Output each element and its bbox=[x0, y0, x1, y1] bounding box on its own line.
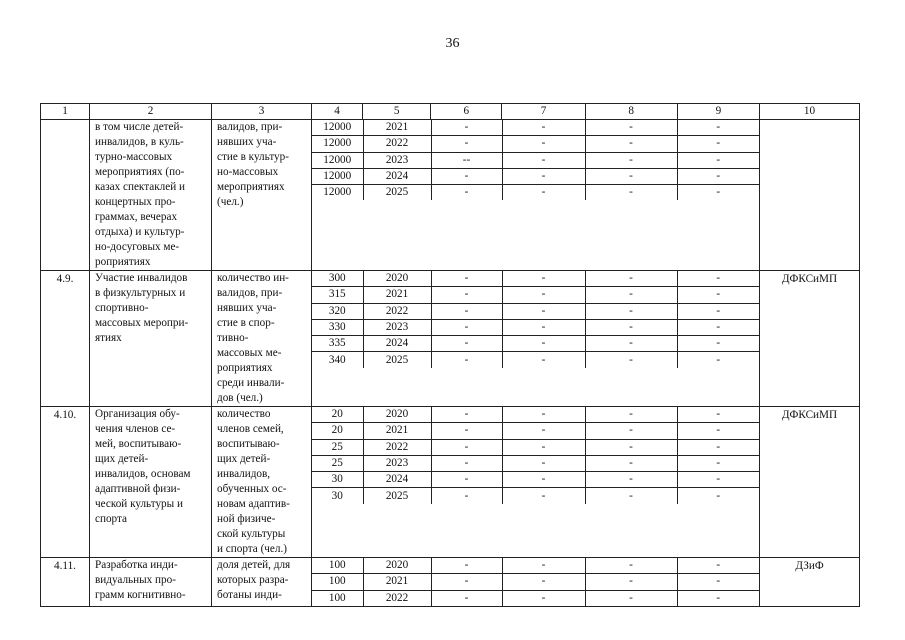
header-cell: 9 bbox=[677, 104, 759, 120]
year: 2023 bbox=[363, 455, 431, 471]
header-cell: 4 bbox=[312, 104, 363, 120]
year-row bbox=[312, 574, 759, 590]
col9-value: - bbox=[677, 168, 759, 184]
col6-value: - bbox=[431, 472, 502, 488]
col8-value: - bbox=[585, 472, 677, 488]
values-table bbox=[312, 271, 759, 368]
col8-value: - bbox=[585, 455, 677, 471]
target-value: 335 bbox=[312, 336, 363, 352]
item-number bbox=[41, 120, 90, 271]
year-row bbox=[312, 336, 759, 352]
col6-value: - bbox=[431, 352, 502, 368]
col9-value: - bbox=[677, 407, 759, 423]
col7-value: - bbox=[502, 574, 585, 590]
indicator-text: количество ин- валидов, при- нявших уча- стие в спор- тивно- массовых ме- роприятиях среди инвали- дов (чел.) bbox=[212, 271, 312, 407]
col9-value: - bbox=[677, 152, 759, 168]
target-value: 12000 bbox=[312, 168, 363, 184]
responsible-executor bbox=[760, 120, 860, 271]
col7-value: - bbox=[502, 287, 585, 303]
responsible-executor: ДЗиФ bbox=[760, 558, 860, 607]
header-cell: 5 bbox=[363, 104, 431, 120]
year: 2020 bbox=[363, 271, 431, 287]
year: 2025 bbox=[363, 352, 431, 368]
col6-value: - bbox=[431, 185, 502, 201]
year: 2022 bbox=[363, 303, 431, 319]
target-value: 12000 bbox=[323, 186, 352, 199]
col8-value: - bbox=[585, 558, 677, 574]
col9-value: - bbox=[677, 185, 759, 201]
col7-value: - bbox=[502, 120, 585, 136]
col6-value: - bbox=[431, 455, 502, 471]
col6-value: - bbox=[431, 407, 502, 423]
col7-value: - bbox=[502, 185, 585, 201]
year: 2021 bbox=[363, 120, 431, 136]
col8-value: - bbox=[585, 336, 677, 352]
table-row bbox=[41, 558, 860, 607]
col7-value: - bbox=[502, 472, 585, 488]
year-row bbox=[312, 152, 759, 168]
col9-value: - bbox=[677, 472, 759, 488]
year-row bbox=[312, 423, 759, 439]
col9-value: - bbox=[677, 574, 759, 590]
col6-value: - bbox=[431, 287, 502, 303]
target-value: 340 bbox=[328, 353, 346, 366]
year: 2023 bbox=[363, 152, 431, 168]
year: 2024 bbox=[363, 336, 431, 352]
header-cell: 10 bbox=[760, 104, 860, 120]
col6-value: - bbox=[431, 423, 502, 439]
col9-value: - bbox=[677, 303, 759, 319]
values-block bbox=[312, 407, 760, 558]
indicator-text: количество членов семей, воспитываю- щих детей- инвалидов, обученных ос- новам адаптив- ной физиче- ской культуры и спорта (чел.) bbox=[212, 407, 312, 558]
measure-text: Разработка инди- видуальных про- грамм когнитивно- bbox=[90, 558, 212, 607]
item-number: 4.11. bbox=[41, 558, 90, 607]
values-table bbox=[312, 558, 759, 606]
col9-value: - bbox=[677, 271, 759, 287]
year: 2022 bbox=[363, 439, 431, 455]
measure-text: в том числе детей- инвалидов, в куль- турно-массовых мероприятиях (по- казах спектаклей и концертных про- граммах, вечерах отдыха) и культур- но-досуговых ме- роприятиях bbox=[90, 120, 212, 271]
col8-value: - bbox=[585, 319, 677, 335]
target-value: 20 bbox=[312, 407, 363, 423]
col9-value: - bbox=[677, 352, 759, 368]
col8-value: - bbox=[585, 271, 677, 287]
page-number: 36 bbox=[445, 36, 460, 51]
indicator-text: доля детей, для которых разра- ботаны инди- bbox=[212, 558, 312, 607]
col7-value: - bbox=[502, 152, 585, 168]
col9-value: - bbox=[677, 120, 759, 136]
year-row bbox=[312, 287, 759, 303]
item-number: 4.9. bbox=[41, 271, 90, 407]
col7-value: - bbox=[502, 407, 585, 423]
col7-value: - bbox=[502, 303, 585, 319]
values-block bbox=[312, 120, 760, 271]
values-table bbox=[312, 120, 759, 200]
col7-value: - bbox=[502, 488, 585, 504]
year-row bbox=[312, 558, 759, 574]
table-row bbox=[41, 120, 860, 271]
col6-value: - bbox=[431, 136, 502, 152]
measure-text: Участие инвалидов в физкультурных и спортивно- массовых меропри- ятиях bbox=[90, 271, 212, 407]
year: 2022 bbox=[363, 136, 431, 152]
target-value: 320 bbox=[312, 303, 363, 319]
col6-value: - bbox=[431, 488, 502, 504]
col8-value: - bbox=[585, 303, 677, 319]
item-number: 4.10. bbox=[41, 407, 90, 558]
col8-value: - bbox=[585, 590, 677, 606]
table-row bbox=[41, 407, 860, 558]
col8-value: - bbox=[585, 168, 677, 184]
col9-value: - bbox=[677, 423, 759, 439]
col7-value: - bbox=[502, 168, 585, 184]
col6-value: - bbox=[431, 439, 502, 455]
col8-value: - bbox=[585, 439, 677, 455]
values-block bbox=[312, 271, 760, 407]
year-row bbox=[312, 352, 759, 368]
year-row bbox=[312, 168, 759, 184]
col7-value: - bbox=[502, 439, 585, 455]
col8-value: - bbox=[585, 423, 677, 439]
col8-value: - bbox=[585, 574, 677, 590]
target-value: 30 bbox=[331, 489, 343, 502]
col6-value: - bbox=[431, 574, 502, 590]
col9-value: - bbox=[677, 488, 759, 504]
col8-value: - bbox=[585, 136, 677, 152]
target-value: 20 bbox=[312, 423, 363, 439]
col6-value: -- bbox=[431, 152, 502, 168]
col7-value: - bbox=[502, 423, 585, 439]
col6-value: - bbox=[431, 558, 502, 574]
header-cell: 3 bbox=[212, 104, 312, 120]
year-row bbox=[312, 319, 759, 335]
col9-value: - bbox=[677, 558, 759, 574]
year-row bbox=[312, 185, 759, 201]
year: 2021 bbox=[363, 574, 431, 590]
year-row bbox=[312, 407, 759, 423]
col9-value: - bbox=[677, 439, 759, 455]
target-value: 30 bbox=[312, 472, 363, 488]
header-cell: 6 bbox=[431, 104, 502, 120]
target-value: 25 bbox=[312, 439, 363, 455]
col7-value: - bbox=[502, 271, 585, 287]
target-value: 300 bbox=[312, 271, 363, 287]
col8-value: - bbox=[585, 352, 677, 368]
col6-value: - bbox=[431, 120, 502, 136]
year-row bbox=[312, 455, 759, 471]
col9-value: - bbox=[677, 319, 759, 335]
year-row bbox=[312, 271, 759, 287]
table-row bbox=[41, 271, 860, 407]
col9-value: - bbox=[677, 590, 759, 606]
target-value: 12000 bbox=[312, 120, 363, 136]
target-value: 12000 bbox=[312, 136, 363, 152]
col7-value: - bbox=[502, 455, 585, 471]
target-value: 315 bbox=[312, 287, 363, 303]
col7-value: - bbox=[502, 590, 585, 606]
year: 2024 bbox=[363, 168, 431, 184]
col8-value: - bbox=[585, 407, 677, 423]
target-value: 12000 bbox=[312, 152, 363, 168]
year: 2021 bbox=[363, 287, 431, 303]
year: 2025 bbox=[363, 488, 431, 504]
measure-text: Организация обу- чения членов се- мей, воспитываю- щих детей- инвалидов, основам адаптивной физи- ческой культуры и спорта bbox=[90, 407, 212, 558]
col6-value: - bbox=[431, 590, 502, 606]
header-cell: 7 bbox=[502, 104, 585, 120]
header-cell: 8 bbox=[585, 104, 677, 120]
year: 2024 bbox=[363, 472, 431, 488]
target-value: 25 bbox=[312, 455, 363, 471]
program-table bbox=[40, 103, 860, 607]
header-cell: 1 bbox=[41, 104, 90, 120]
year: 2025 bbox=[363, 185, 431, 201]
year-row bbox=[312, 120, 759, 136]
year-row bbox=[312, 590, 759, 606]
target-value: 100 bbox=[312, 574, 363, 590]
year: 2020 bbox=[363, 407, 431, 423]
year-row bbox=[312, 439, 759, 455]
responsible-executor: ДФКСиМП bbox=[760, 271, 860, 407]
col9-value: - bbox=[677, 455, 759, 471]
col9-value: - bbox=[677, 287, 759, 303]
col7-value: - bbox=[502, 336, 585, 352]
values-block bbox=[312, 558, 760, 607]
year: 2022 bbox=[363, 590, 431, 606]
header-row bbox=[41, 104, 860, 120]
year-row bbox=[312, 488, 759, 504]
col6-value: - bbox=[431, 303, 502, 319]
year: 2020 bbox=[363, 558, 431, 574]
year-row bbox=[312, 303, 759, 319]
col8-value: - bbox=[585, 120, 677, 136]
col6-value: - bbox=[431, 168, 502, 184]
year: 2023 bbox=[363, 319, 431, 335]
target-value: 100 bbox=[328, 591, 346, 604]
values-table bbox=[312, 407, 759, 504]
year-row bbox=[312, 472, 759, 488]
col7-value: - bbox=[502, 136, 585, 152]
year: 2021 bbox=[363, 423, 431, 439]
col8-value: - bbox=[585, 287, 677, 303]
target-value: 100 bbox=[312, 558, 363, 574]
responsible-executor: ДФКСиМП bbox=[760, 407, 860, 558]
col8-value: - bbox=[585, 488, 677, 504]
col6-value: - bbox=[431, 336, 502, 352]
col6-value: - bbox=[431, 271, 502, 287]
col7-value: - bbox=[502, 352, 585, 368]
year-row bbox=[312, 136, 759, 152]
col8-value: - bbox=[585, 185, 677, 201]
col6-value: - bbox=[431, 319, 502, 335]
col9-value: - bbox=[677, 136, 759, 152]
col8-value: - bbox=[585, 152, 677, 168]
col9-value: - bbox=[677, 336, 759, 352]
col7-value: - bbox=[502, 558, 585, 574]
col7-value: - bbox=[502, 319, 585, 335]
header-cell: 2 bbox=[90, 104, 212, 120]
indicator-text: валидов, при- нявших уча- стие в культур- но-массовых мероприятиях (чел.) bbox=[212, 120, 312, 271]
target-value: 330 bbox=[312, 319, 363, 335]
